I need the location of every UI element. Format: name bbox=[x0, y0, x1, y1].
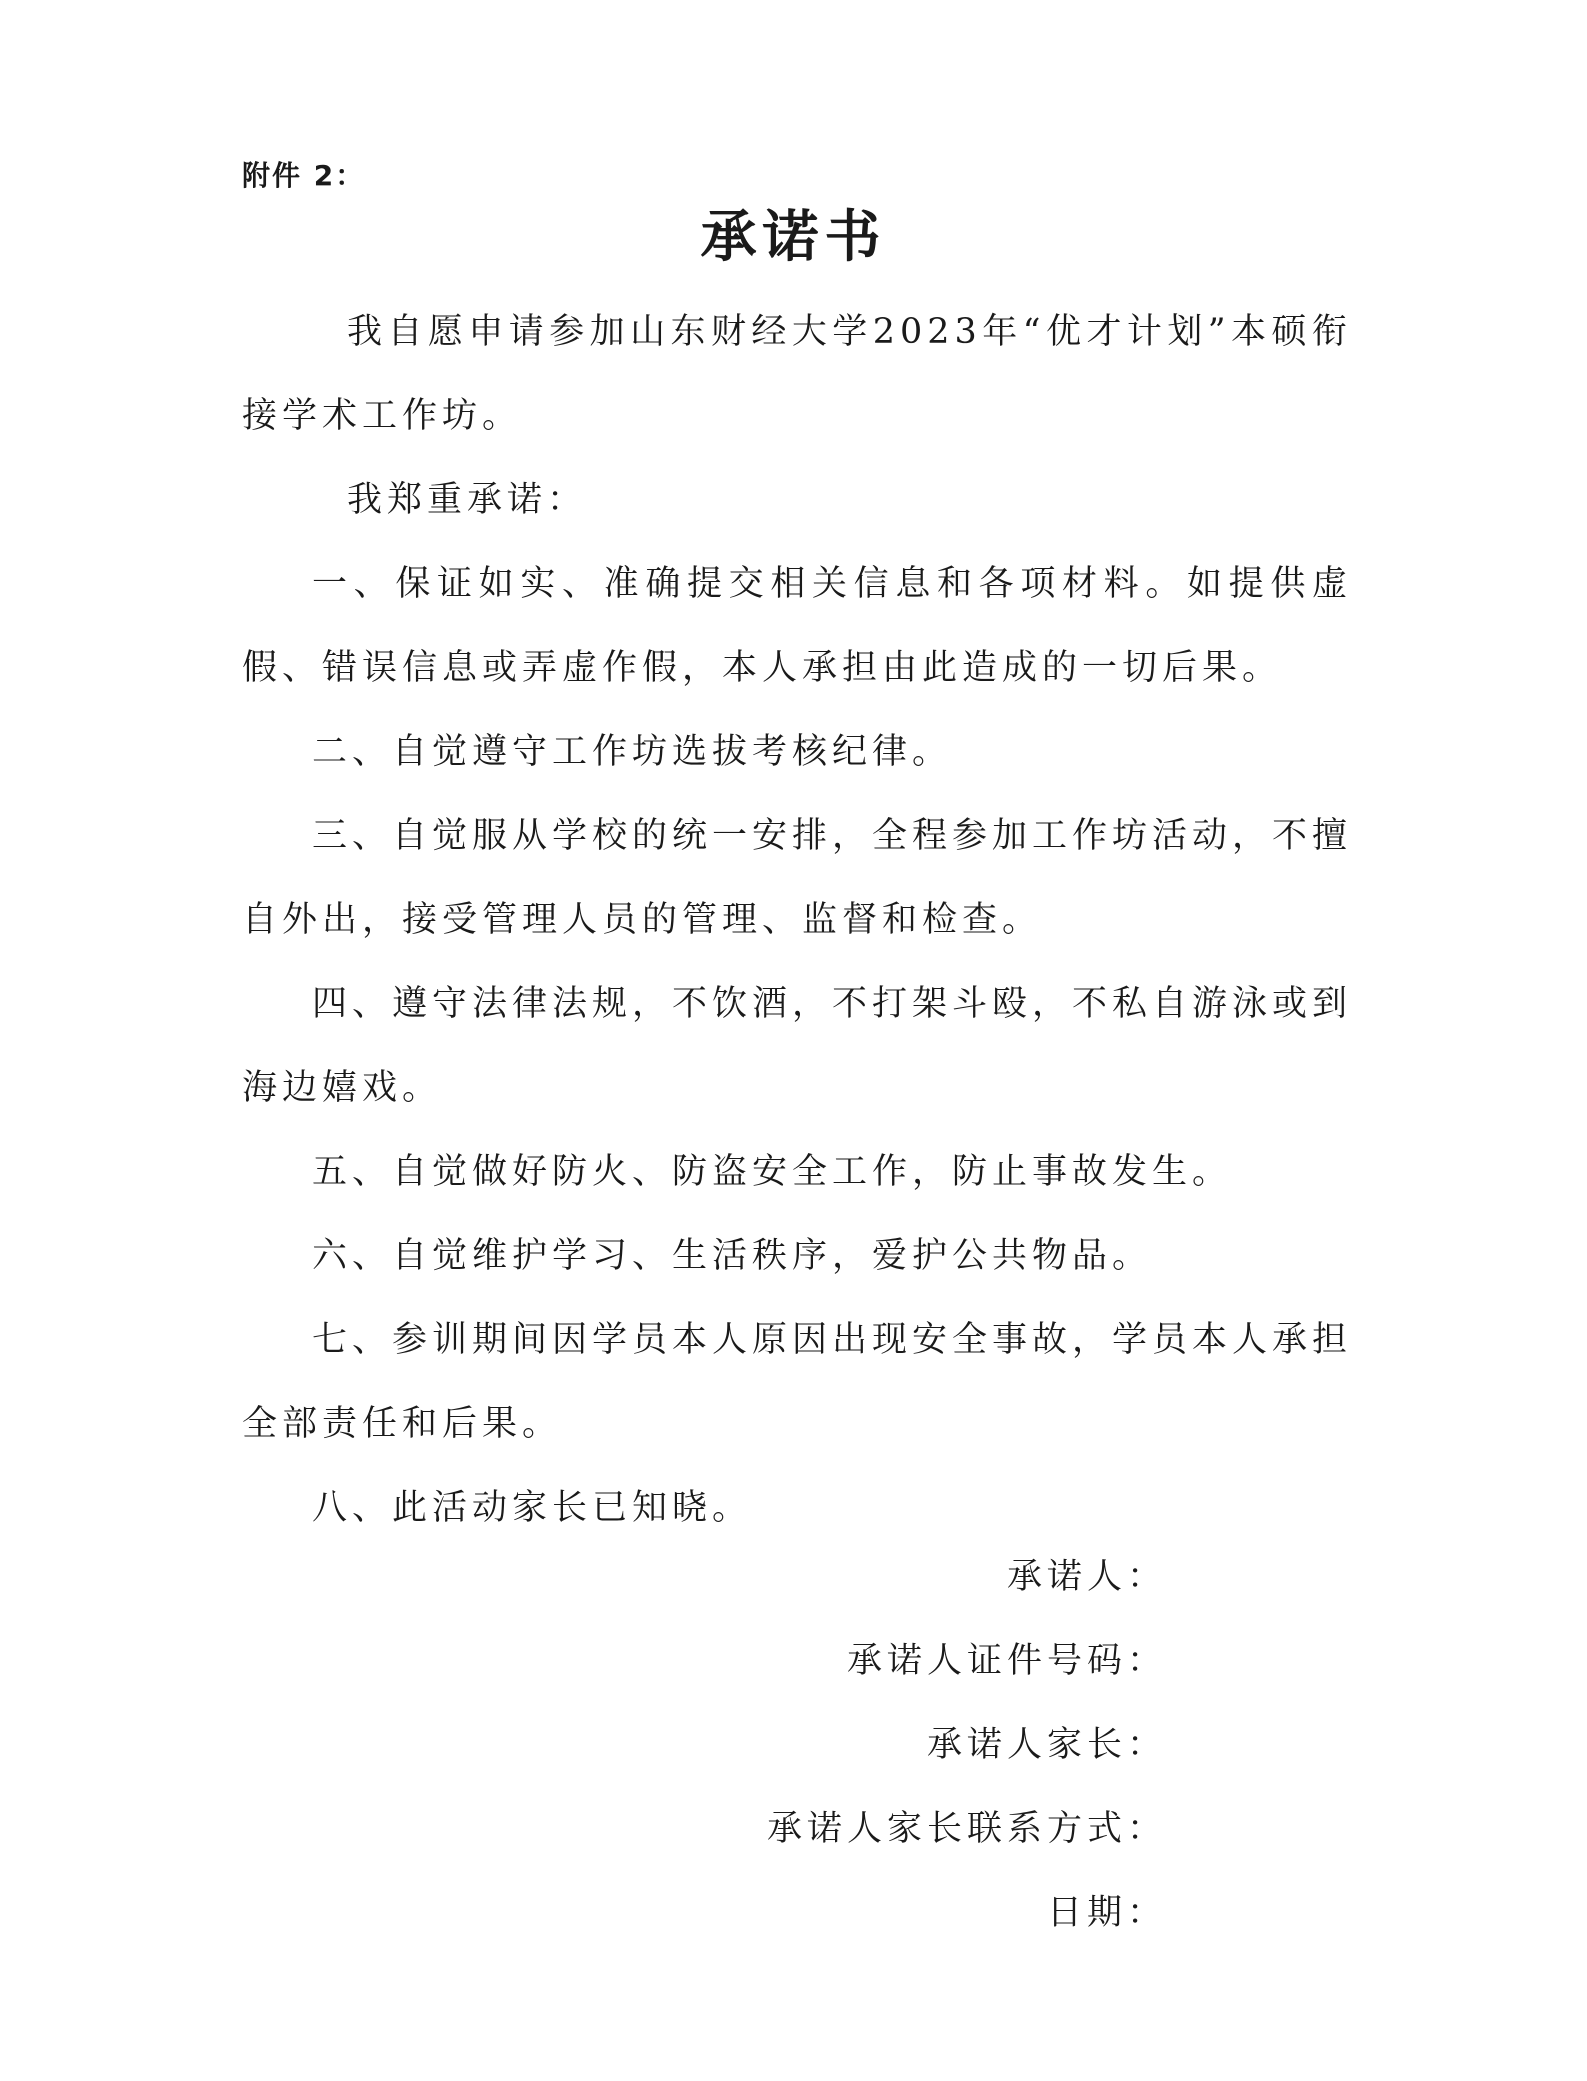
parent-field: 承诺人家长： bbox=[926, 1725, 1167, 1765]
pledge-item-8: 八、此活动家长已知晓。 bbox=[312, 1488, 753, 1528]
document-title: 承诺书 bbox=[700, 205, 887, 270]
pledge-item-3: 三、自觉服从学校的统一安排，全程参加工作坊活动，不擅自外出，接受管理人员的管理、监督和检查。 bbox=[242, 816, 1353, 940]
id-number-field: 承诺人证件号码： bbox=[846, 1641, 1167, 1681]
promisor-field: 承诺人： bbox=[1006, 1557, 1167, 1597]
intro-paragraph: 我自愿申请参加山东财经大学2023年“优才计划”本硕衔接学术工作坊。 bbox=[242, 312, 1352, 436]
attachment-label: 附件 2： bbox=[242, 159, 366, 192]
pledge-item-2: 二、自觉遵守工作坊选拔考核纪律。 bbox=[312, 732, 953, 772]
parent-contact-field: 承诺人家长联系方式： bbox=[766, 1809, 1167, 1849]
pledge-item-6: 六、自觉维护学习、生活秩序，爱护公共物品。 bbox=[312, 1236, 1153, 1276]
pledge-item-5: 五、自觉做好防火、防盗安全工作，防止事故发生。 bbox=[312, 1152, 1233, 1192]
pledge-item-7: 七、参训期间因学员本人原因出现安全事故，学员本人承担全部责任和后果。 bbox=[242, 1320, 1353, 1444]
pledge-item-1: 一、保证如实、准确提交相关信息和各项材料。如提供虚假、错误信息或弄虚作假，本人承担由此造成的一切后果。 bbox=[242, 564, 1352, 688]
signature-block bbox=[767, 1535, 1167, 1955]
date-field: 日期： bbox=[1046, 1893, 1167, 1933]
pledge-heading: 我郑重承诺： bbox=[347, 480, 588, 520]
document-body bbox=[242, 290, 1352, 1550]
pledge-item-4: 四、遵守法律法规，不饮酒，不打架斗殴，不私自游泳或到海边嬉戏。 bbox=[242, 984, 1353, 1108]
